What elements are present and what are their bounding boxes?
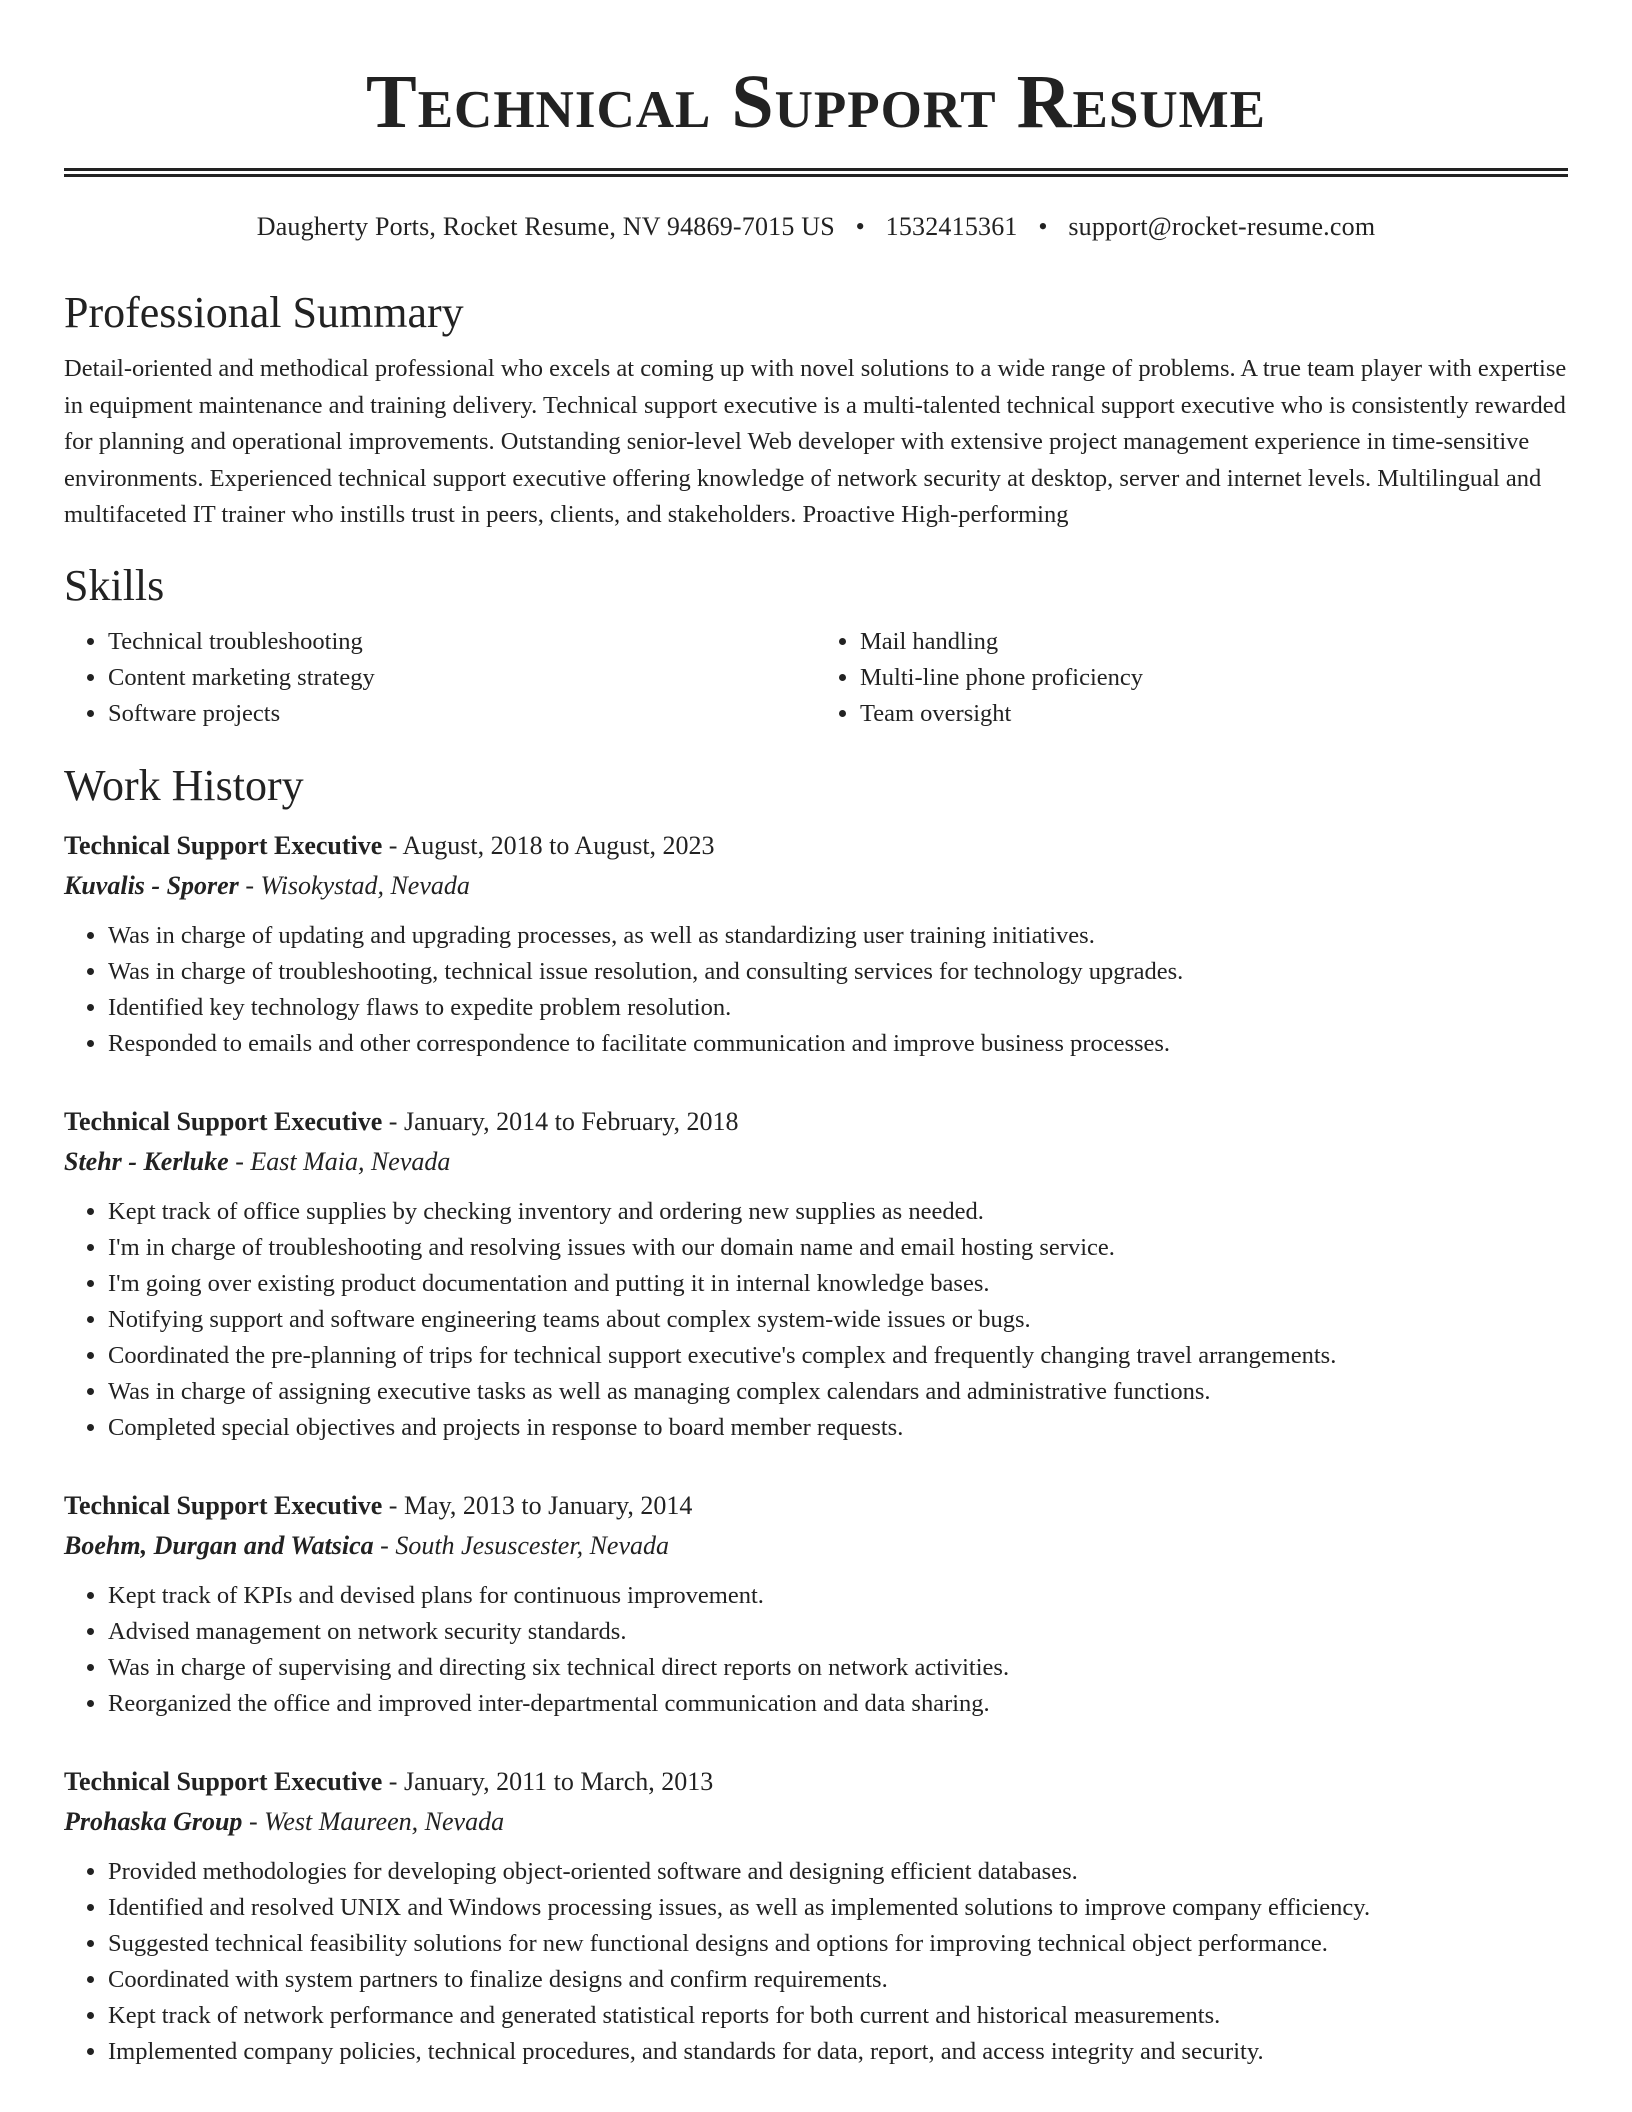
job-heading [64,1486,1568,1526]
job-company-line [64,1142,1568,1182]
job-bullet: • Advised management on network security standards. [108,1614,1568,1650]
job-dates: - May, 2013 to January, 2014 [382,1490,693,1520]
job-dates: - August, 2018 to August, 2023 [382,830,715,860]
job-bullet: • Was in charge of supervising and directing six technical direct reports on network activities. [108,1650,1568,1686]
title-divider [64,168,1568,177]
job-bullet: • Completed special objectives and projects in response to board member requests. [108,1410,1568,1446]
job-role: Technical Support Executive [64,1766,383,1796]
job-company-line [64,1802,1568,1842]
job-company: Kuvalis - Sporer [64,870,239,900]
job-bullet: • Identified key technology flaws to expedite problem resolution. [108,990,1568,1026]
job-bullet: • Kept track of KPIs and devised plans for continuous improvement. [108,1578,1568,1614]
job-dates: - January, 2011 to March, 2013 [382,1766,714,1796]
job-bullet: • Was in charge of troubleshooting, technical issue resolution, and consulting services for technology upgrades. [108,954,1568,990]
contact-address: Daugherty Ports, Rocket Resume, NV 94869-7015 US [256,212,835,241]
job-bullet: • Identified and resolved UNIX and Windows processing issues, as well as implemented solutions to improve company efficiency. [108,1890,1568,1926]
job-bullet: • Responded to emails and other correspondence to facilitate communication and improve business processes. [108,1026,1568,1062]
job-bullet: • Coordinated with system partners to finalize designs and confirm requirements. [108,1962,1568,1998]
job-location: - Wisokystad, Nevada [238,870,470,900]
job-bullet: • Reorganized the office and improved inter-departmental communication and data sharing. [108,1686,1568,1722]
skill-item: • Multi-line phone proficiency [860,660,1568,696]
skills-list [64,624,1568,732]
skill-item: • Technical troubleshooting [108,624,816,660]
job-bullet: • I'm going over existing product documentation and putting it in internal knowledge bases. [108,1266,1568,1302]
job-company-line [64,1526,1568,1566]
job-bullets [64,918,1568,1062]
skill-item: • Software projects [108,696,816,732]
contact-line [64,211,1568,243]
contact-phone: 1532415361 [885,212,1018,241]
job-bullet: • Suggested technical feasibility solutions for new functional designs and options for improving technical object performance. [108,1926,1568,1962]
job-company: Stehr - Kerluke [64,1146,229,1176]
job-bullet: • Coordinated the pre-planning of trips for technical support executive's complex and frequently changing travel arrangements. [108,1338,1568,1374]
job-bullet: • Kept track of office supplies by checking inventory and ordering new supplies as needed. [108,1194,1568,1230]
contact-separator: • [1038,212,1048,241]
job-role: Technical Support Executive [64,1490,383,1520]
job-location: - East Maia, Nevada [228,1146,451,1176]
job-role: Technical Support Executive [64,1106,383,1136]
job-bullets [64,1578,1568,1722]
job-entry [64,826,1568,1062]
job-bullet: • Provided methodologies for developing object-oriented software and designing efficient databases. [108,1854,1568,1890]
job-bullet: • Was in charge of assigning executive tasks as well as managing complex calendars and administrative functions. [108,1374,1568,1410]
job-heading [64,1762,1568,1802]
skill-item: • Content marketing strategy [108,660,816,696]
job-bullet: • I'm in charge of troubleshooting and resolving issues with our domain name and email hosting service. [108,1230,1568,1266]
skills-column-left [64,624,816,732]
job-heading [64,1102,1568,1142]
job-bullet: • Notifying support and software engineering teams about complex system-wide issues or bugs. [108,1302,1568,1338]
job-company: Boehm, Durgan and Watsica [64,1530,374,1560]
job-role: Technical Support Executive [64,830,383,860]
resume-title: Technical Support Resume [366,60,1266,144]
job-dates: - January, 2014 to February, 2018 [382,1106,739,1136]
contact-separator: • [855,212,865,241]
job-bullets [64,1194,1568,1446]
job-location: - South Jesuscester, Nevada [373,1530,669,1560]
job-entry [64,1486,1568,1722]
work-history-heading: Work History [64,760,304,810]
skills-heading: Skills [64,560,165,610]
contact-email: support@rocket-resume.com [1068,212,1376,241]
summary-text: Detail-oriented and methodical professional who excels at coming up with novel solutions to a wide range of problems. A true team player with expertise in equipment maintenance and training delivery. Technical support executive is a multi-talented technical support executive who is consistently rewarded for planning and operational improvements. Outstanding senior-level Web developer with extensive project management experience in time-sensitive environments. Experienced technical support executive offering knowledge of network security at desktop, server and internet levels. Multilingual and multifaceted IT trainer who instills trust in peers, clients, and stakeholders. Proactive High-performing [64,355,1567,528]
job-heading [64,826,1568,866]
job-entry [64,1102,1568,1446]
job-entry [64,1762,1568,2070]
skills-column-right [816,624,1568,732]
skill-item: • Mail handling [860,624,1568,660]
job-bullet: • Was in charge of updating and upgrading processes, as well as standardizing user training initiatives. [108,918,1568,954]
summary-heading: Professional Summary [64,288,464,337]
job-location: - West Maureen, Nevada [242,1806,505,1836]
job-bullet: • Kept track of network performance and generated statistical reports for both current and historical measurements. [108,1998,1568,2034]
job-bullets [64,1854,1568,2070]
job-bullet: • Implemented company policies, technical procedures, and standards for data, report, and access integrity and security. [108,2034,1568,2070]
job-company-line [64,866,1568,906]
job-company: Prohaska Group [64,1806,243,1836]
skill-item: • Team oversight [860,696,1568,732]
